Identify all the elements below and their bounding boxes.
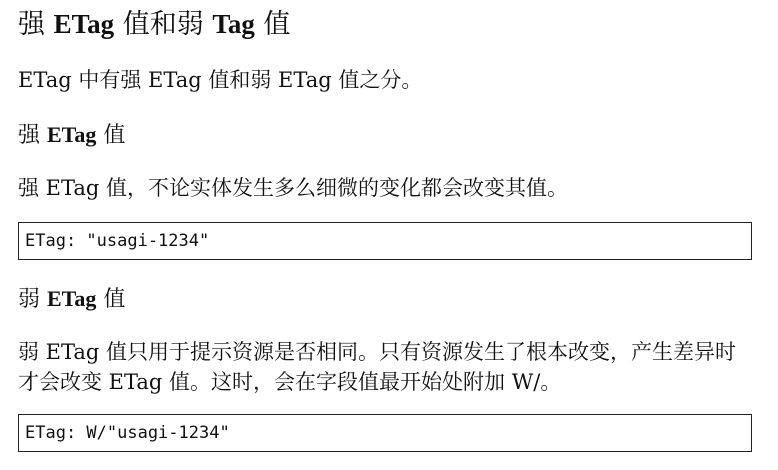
weak-heading-bold: ETag	[47, 286, 97, 311]
strong-heading-prefix: 强	[18, 123, 47, 148]
weak-heading-prefix: 弱	[18, 287, 47, 312]
title-suffix: 值	[254, 9, 291, 40]
weak-heading-suffix: 值	[96, 287, 126, 312]
strong-heading-bold: ETag	[47, 122, 97, 147]
title-middle: 值和弱	[114, 9, 213, 40]
strong-etag-code-block: ETag: "usagi-1234"	[18, 222, 752, 260]
title-bold-etag: ETag	[53, 9, 115, 39]
weak-etag-heading	[18, 284, 125, 315]
title-prefix: 强	[18, 9, 54, 40]
strong-heading-suffix: 值	[96, 123, 126, 148]
strong-etag-description: 强 ETag 值，不论实体发生多么细微的变化都会改变其值。	[18, 176, 569, 200]
intro-paragraph: ETag 中有强 ETag 值和弱 ETag 值之分。	[18, 68, 423, 92]
title-bold-tag: Tag	[212, 9, 255, 39]
strong-etag-heading	[18, 120, 125, 151]
page-title	[18, 6, 290, 43]
weak-etag-description: 弱 ETag 值只用于提示资源是否相同。只有资源发生了根本改变，产生差异时才会改变 ETag 值。这时，会在字段值最开始处附加 W/。	[18, 340, 737, 394]
weak-etag-code-block: ETag: W/"usagi-1234"	[18, 414, 752, 452]
